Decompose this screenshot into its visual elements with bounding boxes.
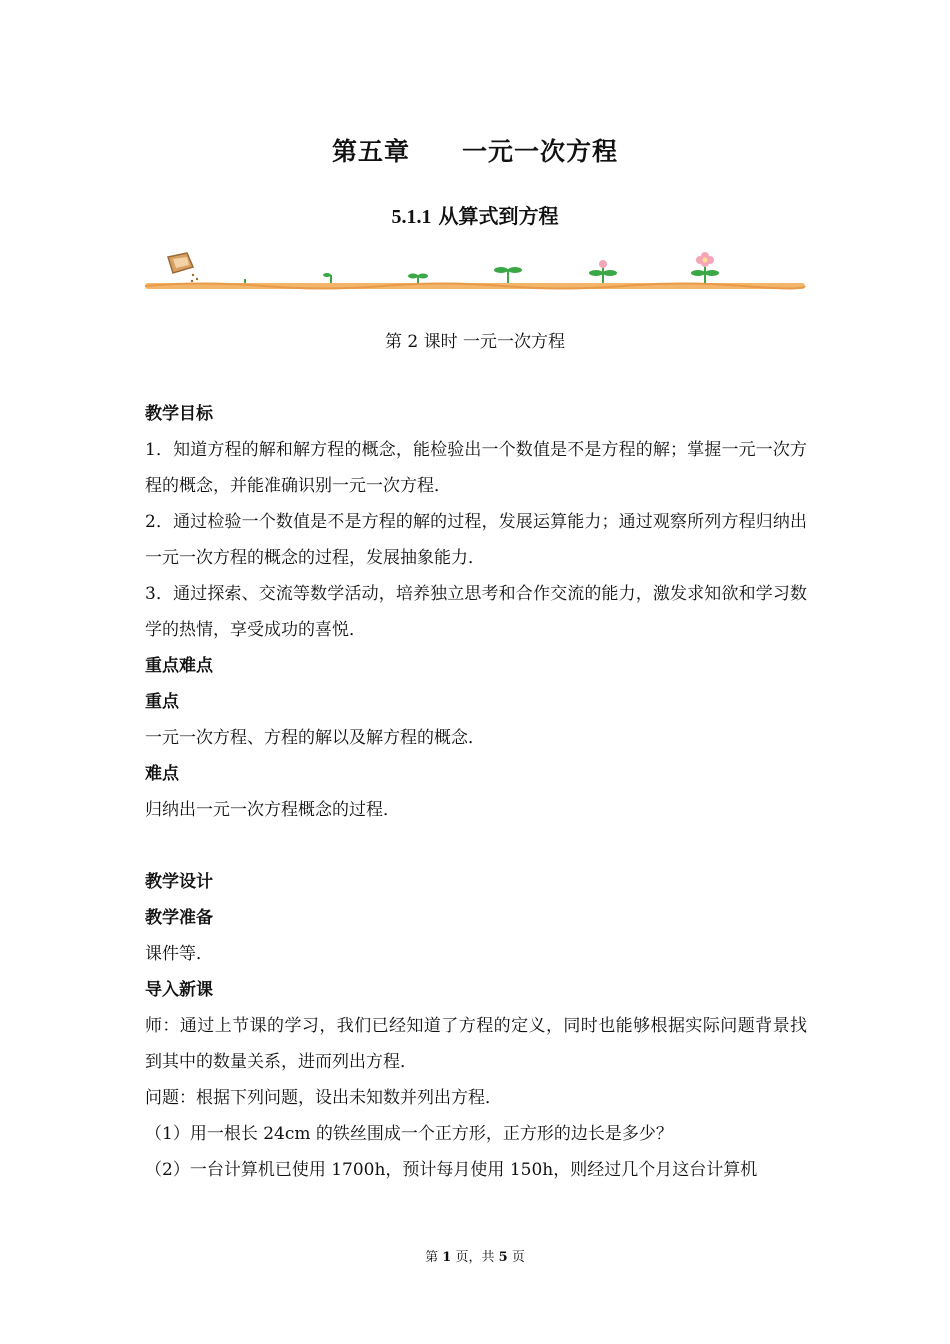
section-title (0, 200, 950, 229)
document-body (145, 396, 807, 1188)
blank-line (145, 828, 807, 864)
seed-bag-icon (168, 253, 198, 282)
sprout-icon (494, 267, 522, 283)
paragraph: 1．知道方程的解和解方程的概念，能检验出一个数值是不是方程的解；掌握一元一次方程的概念，并能准确识别一元一次方程． (145, 440, 807, 496)
chapter-title (0, 132, 950, 168)
section-heading: 难点 (145, 764, 179, 784)
paragraph: （2）一台计算机已使用 1700h，预计每月使用 150h，则经过几个月这台计算机 (145, 1160, 758, 1180)
sprout-icon (408, 274, 428, 284)
total-page-number: 5 (498, 1250, 508, 1265)
flower-icon (691, 252, 719, 283)
paragraph: （1）用一根长 24cm 的铁丝围成一个正方形，正方形的边长是多少？ (145, 1124, 673, 1144)
section-heading: 教学目标 (145, 404, 213, 424)
paragraph: 归纳出一元一次方程概念的过程． (145, 800, 400, 820)
section-heading: 教学准备 (145, 908, 213, 928)
paragraph: 师：通过上节课的学习，我们已经知道了方程的定义，同时也能够根据实际问题背景找到其中的数量关系，进而列出方程． (145, 1016, 807, 1072)
paragraph: 一元一次方程、方程的解以及解方程的概念． (145, 728, 485, 748)
section-number: 5.1.1 (391, 206, 432, 228)
paragraph: 2．通过检验一个数值是不是方程的解的过程，发展运算能力；通过观察所列方程归纳出一元一次方程的概念的过程，发展抽象能力． (145, 512, 807, 568)
lesson-title: 第 2 课时 一元一次方程 (384, 332, 566, 352)
chapter-number: 第五章 (331, 137, 410, 166)
paragraph: 3．通过探索、交流等数学活动，培养独立思考和合作交流的能力，激发求知欲和学习数学的热情，享受成功的喜悦． (145, 584, 807, 640)
paragraph: 课件等． (145, 944, 213, 964)
page-footer: 第 1 页，共 5 页 (425, 1250, 525, 1265)
chapter-name: 一元一次方程 (462, 137, 619, 166)
paragraph: 问题：根据下列问题，设出未知数并列出方程． (145, 1088, 502, 1108)
sprout-icon (323, 273, 331, 283)
bud-icon (589, 260, 617, 283)
section-heading: 重点 (145, 692, 179, 712)
current-page-number: 1 (442, 1250, 452, 1265)
ground-line (145, 283, 805, 289)
section-heading: 重点难点 (145, 656, 213, 676)
section-heading: 导入新课 (145, 980, 213, 1000)
section-name: 从算式到方程 (438, 204, 559, 228)
growth-banner-illustration (143, 245, 808, 297)
section-heading: 教学设计 (145, 872, 213, 892)
